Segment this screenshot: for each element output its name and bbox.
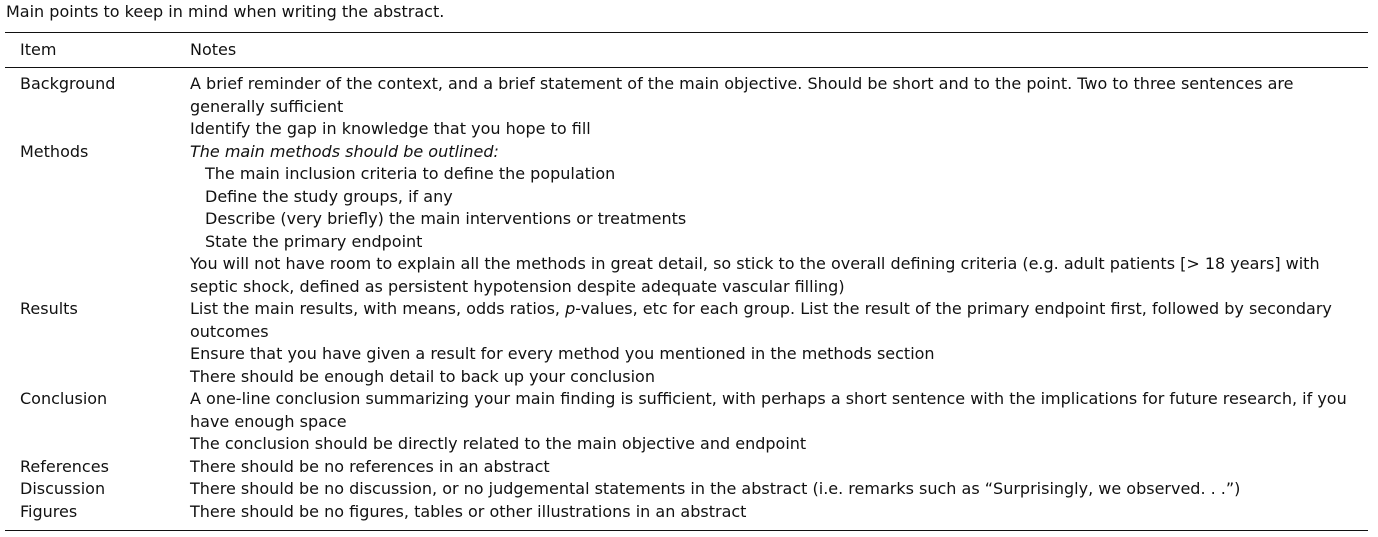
row-item-label: Methods (20, 141, 89, 161)
row-item-label: Results (20, 299, 78, 318)
note-text: There should be no references in an abstract (190, 456, 550, 476)
row-notes (190, 141, 1360, 299)
note-text: There should be no figures, tables or other illustrations in an abstract (190, 501, 747, 521)
methods-subitem: Define the study groups, if any (205, 186, 453, 206)
note-text: You will not have room to explain all the methods in great detail, so stick to the overall defining criteria (e.g. adult patients [> 18 years] with septic shock, defined as persistent hypotension despite adequate vascular filling) (190, 254, 1320, 296)
row-notes (190, 478, 1360, 501)
methods-subitem: State the primary endpoint (205, 231, 423, 251)
note-text: There should be enough detail to back up your conclusion (190, 366, 655, 386)
note-text: A brief reminder of the context, and a brief statement of the main objective. Should be short and to the point. Two to three sentences are generally sufficient (190, 74, 1294, 116)
column-header-notes: Notes (190, 40, 237, 59)
note-text-part: -values, etc for each group. List the result of the primary endpoint first, followed by secondary outcomes (190, 299, 1332, 341)
row-notes (190, 388, 1360, 456)
note-text (190, 298, 1360, 343)
table-row-conclusion (5, 388, 1368, 456)
abstract-guidelines-table (5, 32, 1368, 531)
row-item-label: Conclusion (20, 389, 108, 408)
row-item-label: References (20, 456, 109, 476)
note-text: Ensure that you have given a result for every method you mentioned in the methods section (190, 344, 935, 363)
table-row-figures (5, 501, 1368, 524)
row-item-label: Background (20, 74, 116, 93)
note-text: The conclusion should be directly related to the main objective and endpoint (190, 434, 807, 453)
table-caption: Main points to keep in mind when writing the abstract. (6, 2, 445, 21)
table-header-row (5, 33, 1368, 68)
table-row-references (5, 456, 1368, 479)
row-notes (190, 501, 1360, 524)
methods-subitem: The main inclusion criteria to define the population (205, 164, 616, 183)
note-text: Identify the gap in knowledge that you hope to fill (190, 119, 591, 138)
table-row-discussion (5, 478, 1368, 501)
table-row-background (5, 73, 1368, 141)
methods-subitem: Describe (very briefly) the main interventions or treatments (205, 209, 687, 228)
column-header-item: Item (20, 40, 57, 59)
table-row-results (5, 298, 1368, 388)
row-notes (190, 73, 1360, 141)
methods-intro-text: The main methods should be outlined: (190, 141, 499, 161)
p-value-italic: p (565, 299, 576, 318)
table-body (5, 68, 1368, 530)
row-item-label: Discussion (20, 479, 106, 498)
note-text: A one-line conclusion summarizing your main finding is sufficient, with perhaps a short sentence with the implications for future research, if you have enough space (190, 389, 1347, 431)
row-notes (190, 456, 1360, 479)
table-row-methods (5, 141, 1368, 299)
row-notes (190, 298, 1360, 388)
note-text: There should be no discussion, or no judgemental statements in the abstract (i.e. remarks such as “Surprisingly, we observed. . .”) (190, 479, 1241, 498)
row-item-label: Figures (20, 501, 78, 521)
note-text-part: List the main results, with means, odds ratios, (190, 299, 566, 318)
